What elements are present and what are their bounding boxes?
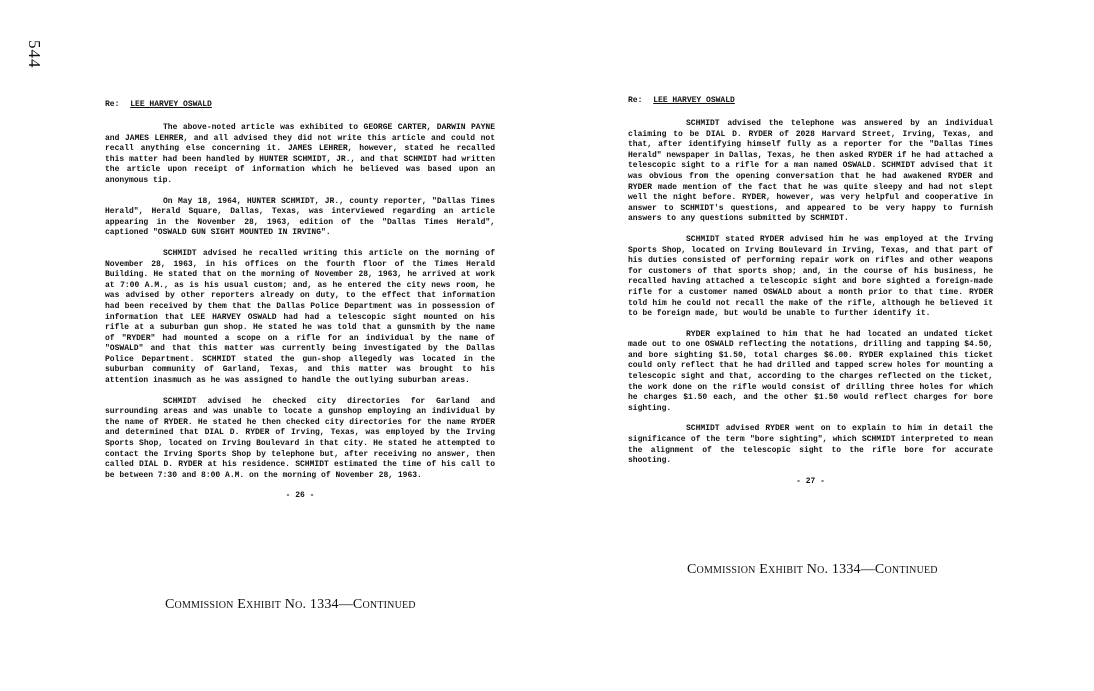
left-paragraph-2: On May 18, 1964, HUNTER SCHMIDT, JR., county reporter, "Dallas Times Herald", Herald Square, Dallas, Texas, was interviewed regarding an article appearing in the November 28, 1963, edition of the "Dallas Times Herald", captioned "OSWALD GUN SIGHT MOUNTED IN IRVING". — [105, 196, 495, 238]
right-re-label: Re: — [628, 96, 643, 105]
right-paragraph-4: SCHMIDT advised RYDER went on to explain to him in detail the significance of the term "bore sighting", which SCHMIDT interpreted to mean the alignment of the telescopic sight to the rifle bore for accurate shooting. — [628, 424, 993, 466]
left-paragraph-1: The above-noted article was exhibited to GEORGE CARTER, DARWIN PAYNE and JAMES LEHRER, and all advised they did not write this article and could not recall anything else concerning it. JAMES LEHRER, however, stated he recalled this matter had been handled by HUNTER SCHMIDT, JR., and that SCHMIDT had written the article upon receipt of information which he believed was based upon an anonymous tip. — [105, 123, 495, 185]
left-page — [105, 100, 495, 500]
right-paragraph-2: SCHMIDT stated RYDER advised him he was employed at the Irving Sports Shop, located on Irving Boulevard in Irving, Texas, and that part of his duties consisted of performing repair work on rifles and other weapons for customers of that sports shop; and, in the course of his business, he recalled having attached a telescopic sight and bore sighted a foreign-made rifle for a customer named OSWALD about a month prior to that time. RYDER told him he could not recall the make of the rifle, although he believed it to be foreign made, but would be unable to further identify it. — [628, 234, 993, 319]
left-re-label: Re: — [105, 100, 120, 109]
left-paragraph-3: SCHMIDT advised he recalled writing this article on the morning of November 28, 1963, in his offices on the fourth floor of the Times Herald Building. He stated that on the morning of November 28, 1963, he arrived at work at 7:00 A.M., as is his usual custom; and, as he entered the city news room, he was advised by other reporters already on duty, to the effect that information had been received by them that the Dallas Police Department was in possession of information that LEE HARVEY OSWALD had had a telescopic sight mounted on his rifle at a suburban gun shop. He stated he was told that a gunsmith by the name of "RYDER" had mounted a scope on a rifle for an individual by the name of "OSWALD" and that this matter was currently being investigated by the Dallas Police Department. SCHMIDT stated the gun-shop allegedly was located in the suburban community of Garland, Texas, and this matter was brought to his attention inasmuch as he was assigned to handle the outlying suburban areas. — [105, 248, 495, 386]
left-page-number: - 26 - — [285, 491, 315, 501]
right-exhibit-caption: Commission Exhibit No. 1334—Continued — [687, 562, 938, 577]
right-paragraph-1: SCHMIDT advised the telephone was answered by an individual claiming to be DIAL D. RYDER of 2028 Harvard Street, Irving, Texas, and that, after identifying himself fully as a reporter for the "Dallas Times Herald" newspaper in Dallas, Texas, he then asked RYDER if he had attached a telescopic sight to a rifle for a man named OSWALD. SCHMIDT advised that it was obvious from the opening conversation that he had awakened RYDER and RYDER made mention of the fact that he was quite sleepy and had not slept well the night before. RYDER, however, was very helpful and cooperative in answer to SCHMIDT's questions, and appeared to be very happy to furnish answers to any questions submitted by SCHMIDT. — [628, 119, 993, 224]
left-exhibit-caption: Commission Exhibit No. 1334—Continued — [165, 597, 416, 612]
right-page — [628, 96, 993, 486]
left-re-subject: LEE HARVEY OSWALD — [130, 100, 212, 109]
right-paragraph-3: RYDER explained to him that he had located an undated ticket made out to one OSWALD reflecting the notations, drilling and tapping $4.50, and bore sighting $1.50, total charges $6.00. RYDER explained this ticket could only reflect that he had drilled and tapped screw holes for mounting a telescopic sight and that, according to the charges reflected on the ticket, the work done on the rifle would consist of drilling three holes for which he charges $1.50 each, and the other $1.50 would reflect charges for bore sighting. — [628, 329, 993, 413]
right-re-line — [628, 96, 993, 105]
right-re-subject: LEE HARVEY OSWALD — [653, 96, 735, 105]
right-page-number: - 27 - — [796, 476, 825, 486]
left-paragraph-4: SCHMIDT advised he checked city directories for Garland and surrounding areas and was unable to locate a gunshop employing an individual by the name of RYDER. He stated he then checked city directories for the name RYDER and determined that DIAL D. RYDER of Irving, Texas, was employed by the Irving Sports Shop, located on Irving Boulevard in that city. He stated he attempted to contact the Irving Sports Shop by telephone but, after receiving no answer, then called DIAL D. RYDER at his residence. SCHMIDT estimated the time of his call to be between 7:30 and 8:00 A.M. on the morning of November 28, 1963. — [105, 396, 495, 480]
left-re-line — [105, 100, 495, 109]
side-page-number: 544 — [25, 40, 44, 69]
